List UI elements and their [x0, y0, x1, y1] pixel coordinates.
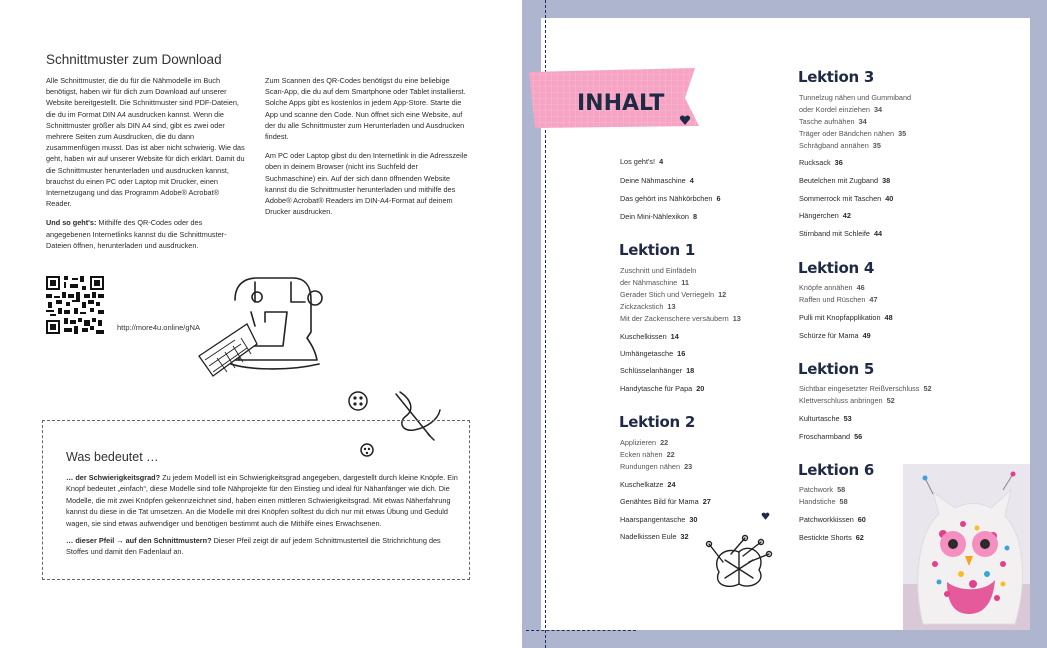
toc-entry[interactable]: Dein Mini-Nählexikon 8	[620, 212, 698, 221]
lektion-2-heading: Lektion 2	[619, 413, 695, 431]
difficulty-paragraph	[66, 472, 458, 529]
toc-entry[interactable]: Bestickte Shorts 62	[799, 533, 864, 542]
toc-entry[interactable]: Beutelchen mit Zugband 38	[799, 176, 891, 185]
toc-entry[interactable]: Patchworkkissen 60	[799, 515, 866, 524]
toc-entry[interactable]: Umhängetasche 16	[620, 349, 686, 358]
toc-entry[interactable]: Kuschelkissen 14	[620, 332, 679, 341]
arrow-paragraph	[66, 535, 458, 558]
lektion-6-heading: Lektion 6	[798, 461, 874, 479]
owl-pincushion-photo	[903, 464, 1030, 630]
toc-entry[interactable]: Raffen und Rüschen 47	[799, 295, 878, 304]
lektion-5-heading: Lektion 5	[798, 360, 874, 378]
toc-entry[interactable]: Handstiche 58	[799, 497, 848, 506]
toc-entry[interactable]: Handytasche für Papa 20	[620, 384, 705, 393]
toc-entry[interactable]: Schürze für Mama 49	[799, 331, 871, 340]
sewing-machine-illustration	[195, 272, 330, 384]
difficulty-label: … der Schwierigkeitsgrad?	[66, 473, 161, 482]
toc-entry[interactable]: oder Kordel einziehen 34	[799, 105, 883, 114]
toc-entry[interactable]: Genähtes Bild für Mama 27	[620, 497, 711, 506]
toc-entry[interactable]: Rundungen nähen 23	[620, 462, 693, 471]
download-paragraph: Alle Schnittmuster, die du für die Nähmodelle im Buch benötigst, haben wir für dich zum Download auf unserer Website bereitgestellt. Die Schnittmuster sind PDF-Dateien, die du im Format DIN A4 ausdrucken kannst. Wenn die Schnittmuster größer als DIN A4 sind, gibt es zwei oder mehrere Seiten zum Ausdrucken, die du dann zusammenfügen musst. Das ist aber nicht schwierig. Wie das geht, haben wir auf unserer Website für dich erklärt. Damit du die Schnittmuster herunterladen und ausdrucken kannst, brauchst du einen PC oder Laptop mit Drucker, einen Internetzugang und das Programm Adobe® Acrobat® Reader.	[46, 76, 245, 209]
download-column-1	[46, 75, 246, 259]
toc-entry[interactable]: Pulli mit Knopfapplikation 48	[799, 313, 893, 322]
heart-icon	[761, 511, 770, 521]
browser-paragraph: Am PC oder Laptop gibst du den Internetlink in die Adresszeile oben in deinem Browser (nicht ins Suchfeld der Suchmaschine) ein. Auf der sich dann öffnenden Website kannst du die Schnittmuster herunterladen und mithilfe des Adobe® Acrobat® Readers im DIN-A4-Format auf deinem Drucker ausdrucken.	[265, 151, 468, 217]
toc-entry[interactable]: Zickzackstich 13	[620, 302, 676, 311]
toc-entry[interactable]: Träger oder Bändchen nähen 35	[799, 129, 907, 138]
lektion-1-heading: Lektion 1	[619, 241, 695, 259]
toc-entry[interactable]: Kulturtasche 53	[799, 414, 852, 423]
toc-entry[interactable]: Patchwork 58	[799, 485, 846, 494]
download-column-2	[265, 75, 470, 225]
toc-entry[interactable]: Kuschelkatze 24	[620, 480, 676, 489]
toc-entry[interactable]: Haarspangentasche 30	[620, 515, 698, 524]
toc-entry[interactable]: Klettverschluss anbringen 52	[799, 396, 895, 405]
toc-entry[interactable]: Rucksack 36	[799, 158, 843, 167]
toc-entry[interactable]: Nadelkissen Eule 32	[620, 532, 689, 541]
toc-entry[interactable]: Das gehört ins Nähkörbchen 6	[620, 194, 721, 203]
pincushion-illustration	[705, 532, 775, 592]
toc-entry[interactable]: Schrägband annähen 35	[799, 141, 881, 150]
info-box-text	[66, 472, 458, 564]
download-link[interactable]: http://more4u.online/gNA	[117, 323, 200, 332]
toc-entry[interactable]: Froscharmband 56	[799, 432, 863, 441]
toc-entry[interactable]: Knöpfe annähen 46	[799, 283, 865, 292]
difficulty-text: Zu jedem Modell ist ein Schwierigkeitsgrad angegeben, dargestellt durch kleine Knöpfe. Ein Knopf bedeutet „einfach“, diese Modelle sind tolle Nähprojekte für den Einstieg und ideal für Nähanfänger wie dich. Die Modelle, die mit zwei Knöpfen gekennzeichnet sind, haben einen mittleren Schwierigkeitsgrad. Mit etwas Näherfahrung kannst du diese in die Tat umsetzen. An die Modelle mit drei Knöpfen solltest du dich nur mit etwas Übung und Geduld wagen, sie sind etwas aufwendiger und benötigen bestimmt auch die Mithilfe eines Erwachsenen.	[66, 473, 458, 528]
arrow-label: … dieser Pfeil → auf den Schnittmustern?	[66, 536, 212, 546]
lektion-4-heading: Lektion 4	[798, 259, 874, 277]
toc-entry[interactable]: Stirnband mit Schleife 44	[799, 229, 883, 238]
toc-entry[interactable]: Sommerrock mit Taschen 40	[799, 194, 894, 203]
toc-entry[interactable]: Tunnelzug nähen und Gummiband	[799, 93, 912, 102]
toc-title: INHALT	[577, 91, 665, 116]
toc-entry[interactable]: Sichtbar eingesetzter Reißverschluss 52	[799, 384, 932, 393]
qr-paragraph: Zum Scannen des QR-Codes benötigst du eine beliebige Scan-App, die du auf dem Smartphone oder Tablet installierst. Solche Apps gibt es kostenlos in jedem App-Store. Starte die App und scanne den Code. Nun öffnet sich eine Website, auf der du alle Schnittmuster zum Herunterladen und Ausdrucken findest.	[265, 76, 466, 142]
toc-entry[interactable]: Gerader Stich und Verriegeln 12	[620, 290, 727, 299]
arrow-text: Dieser Pfeil zeigt dir auf jedem Schnittmusterteil die Strichrichtung des Stoffes und damit den Fadenlauf an.	[66, 536, 441, 557]
toc-entry[interactable]: Deine Nähmaschine 4	[620, 176, 694, 185]
how-to-label: Und so geht's:	[46, 218, 97, 228]
toc-entry[interactable]: Hängerchen 42	[799, 211, 851, 220]
toc-entry[interactable]: Zuschnitt und Einfädeln	[620, 266, 697, 275]
how-to-paragraph	[46, 217, 246, 251]
toc-entry[interactable]: Ecken nähen 22	[620, 450, 675, 459]
stitch-line-horizontal	[526, 630, 636, 631]
info-box-title: Was bedeutet …	[66, 450, 159, 464]
toc-entry[interactable]: der Nähmaschine 11	[620, 278, 689, 287]
toc-entry[interactable]: Schlüsselanhänger 18	[620, 366, 695, 375]
qr-code[interactable]	[46, 276, 104, 334]
toc-entry[interactable]: Applizieren 22	[620, 438, 669, 447]
toc-entry[interactable]: Los geht's! 4	[620, 157, 664, 166]
lektion-3-heading: Lektion 3	[798, 68, 874, 86]
heart-icon	[679, 114, 691, 126]
toc-entry[interactable]: Mit der Zackenschere versäubern 13	[620, 314, 741, 323]
toc-entry[interactable]: Tasche aufnähen 34	[799, 117, 867, 126]
how-to-text: Mithilfe des QR-Codes oder des angegebenen Internetlinks kannst du die Schnittmuster-Dateien öffnen, herunterladen und ausdrucken.	[46, 218, 227, 250]
download-title: Schnittmuster zum Download	[46, 52, 222, 67]
